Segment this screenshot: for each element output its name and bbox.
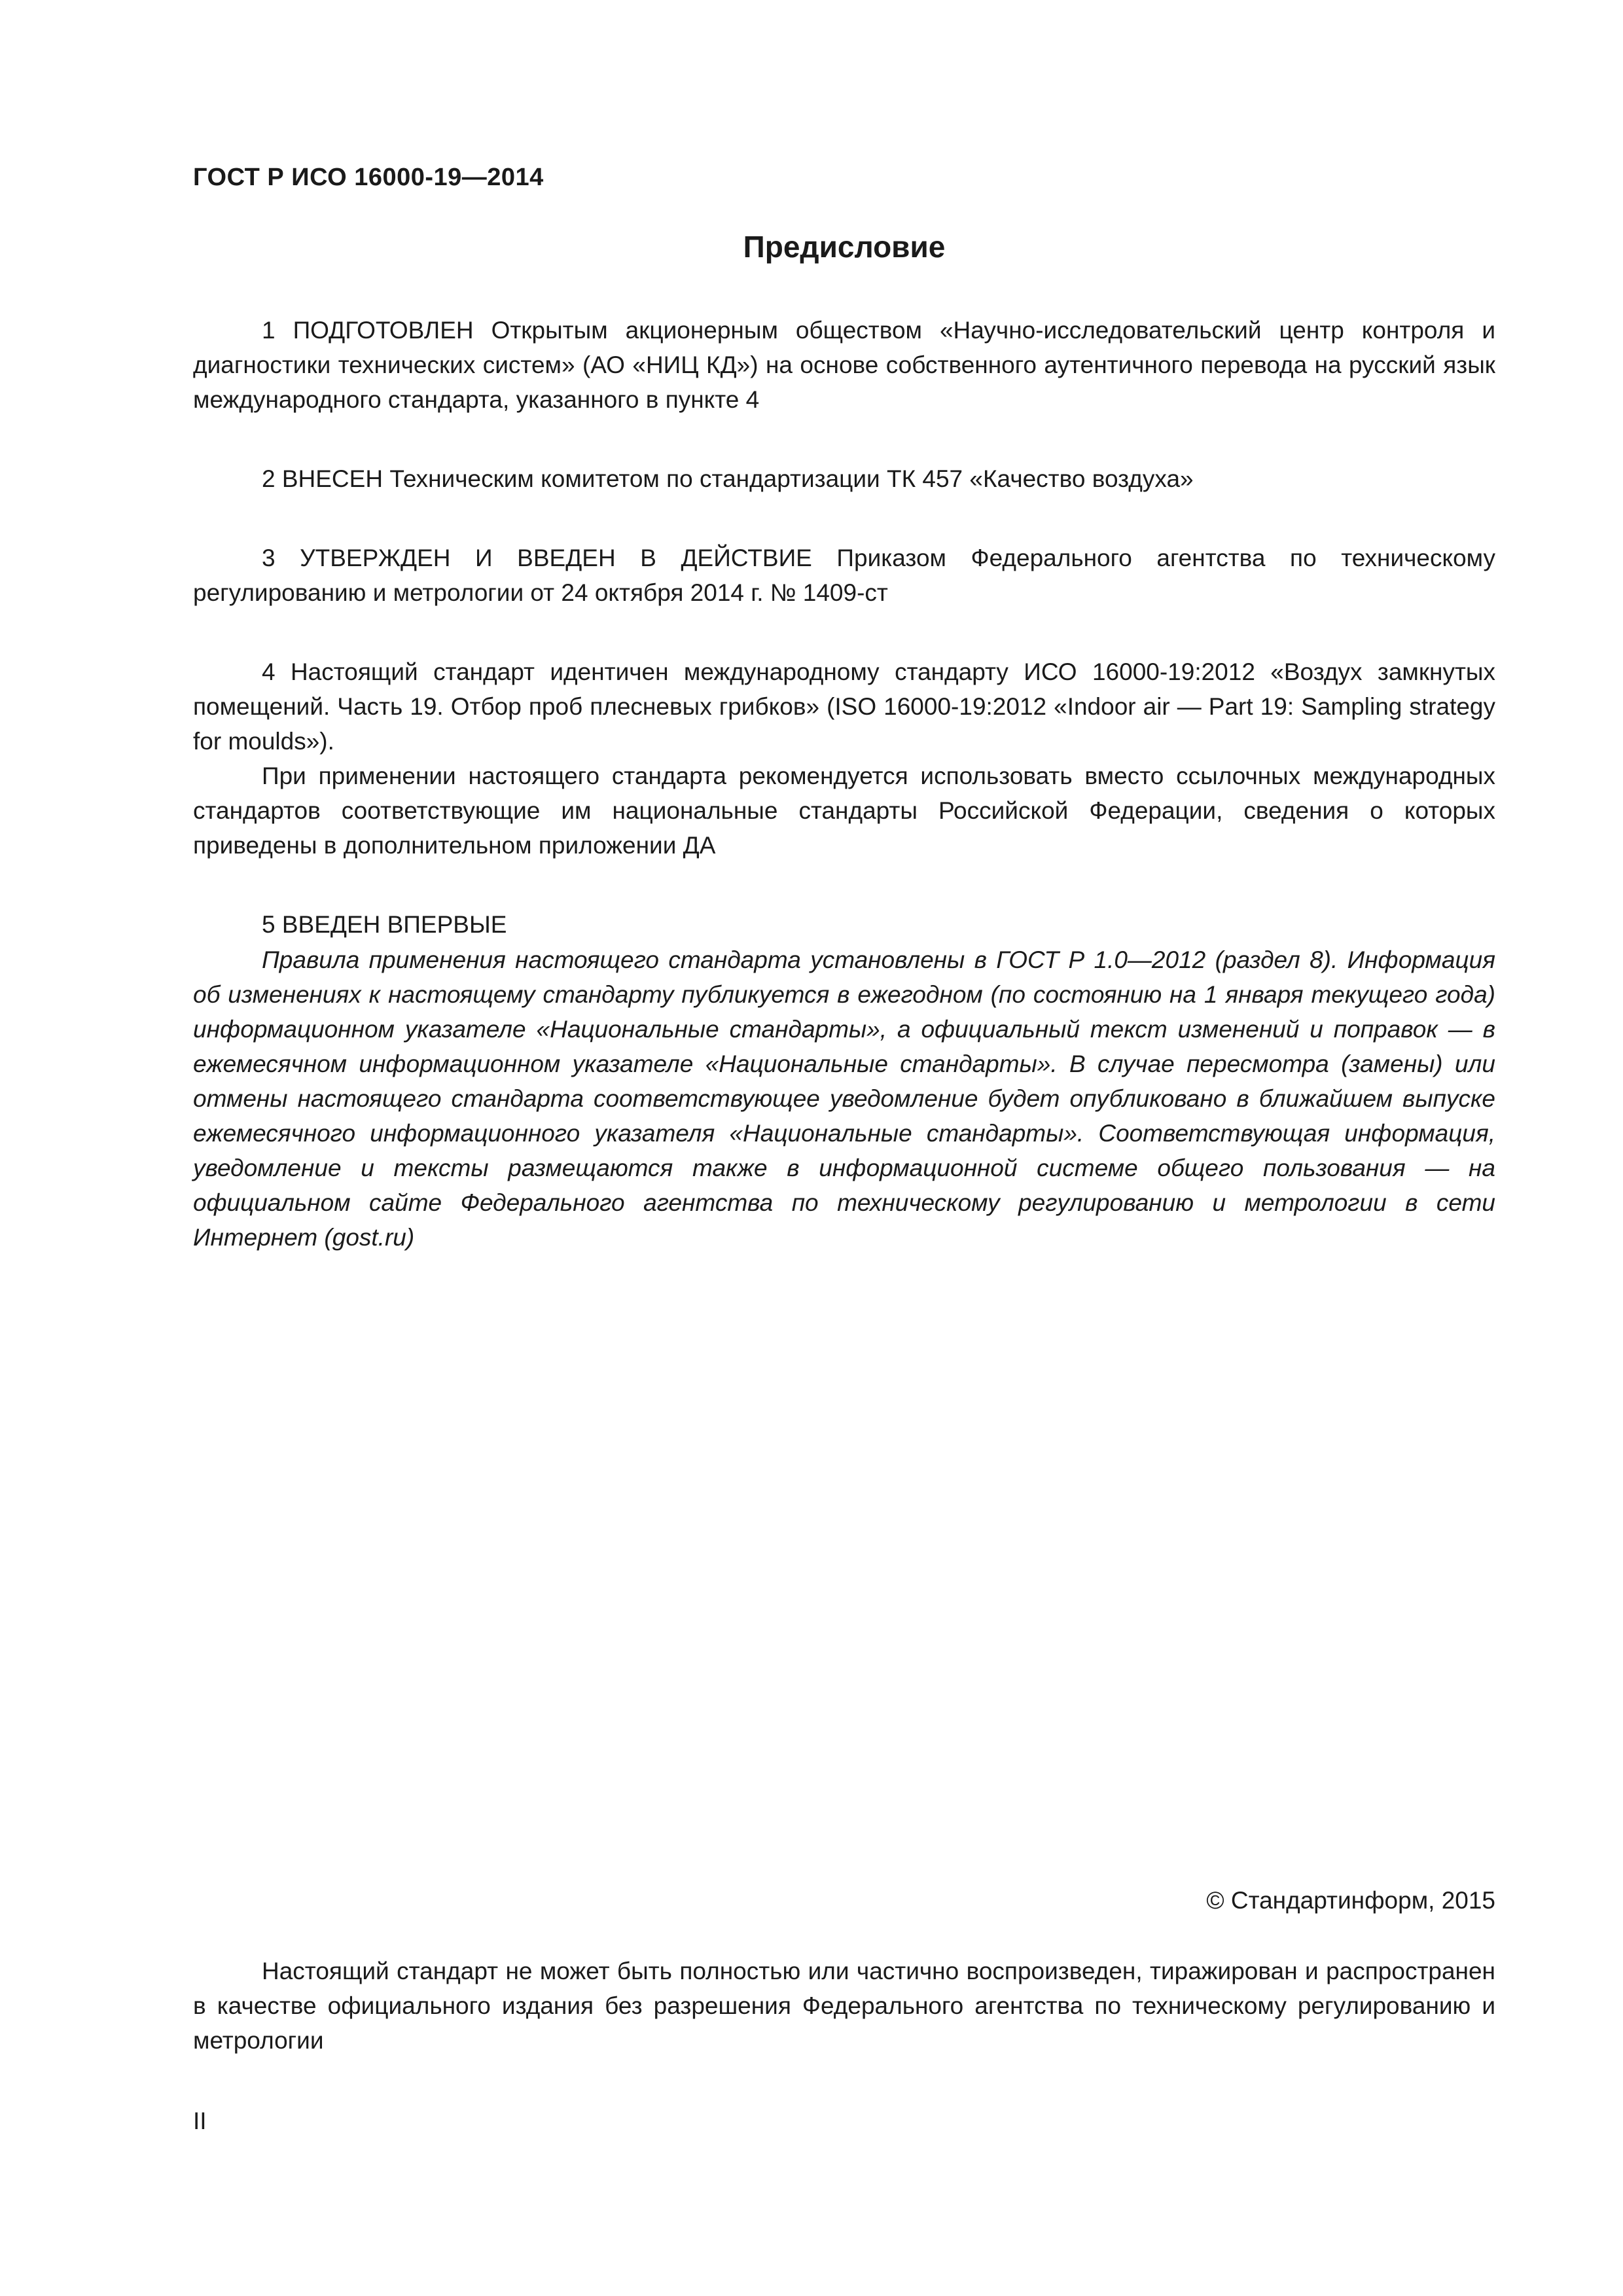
foreword-item-1: 1 ПОДГОТОВЛЕН Открытым акционерным обществом «Научно-исследовательский центр контроля и диагностики технических систем» (АО «НИЦ КД») на основе собственного аутентичного перевода на русский язык международного стандарта, указанного в пункте 4: [193, 317, 1495, 413]
page-number: II: [193, 2108, 207, 2134]
foreword-item-5: 5 ВВЕДЕН ВПЕРВЫЕ: [262, 911, 507, 938]
rules-note-block: [193, 942, 1495, 1255]
rules-note: Правила применения настоящего стандарта установлены в ГОСТ Р 1.0—2012 (раздел 8). Информация об изменениях к настоящему стандарту публикуется в ежегодном (по состоянию на 1 января текущего года) информационном указателе «Национальные стандарты», а официальный текст изменений и поправок — в ежемесячном информационном указателе «Национальные стандарты». В случае пересмотра (замены) или отмены настоящего стандарта соответствующее уведомление будет опубликовано в ближайшем выпуске ежемесячного информационного указателя «Национальные стандарты». Соответствующая информация, уведомление и тексты размещаются также в информационной системе общего пользования — на официальном сайте Федерального агентства по техническому регулированию и метрологии в сети Интернет (gost.ru): [193, 946, 1495, 1251]
foreword-item-4: 4 Настоящий стандарт идентичен международному стандарту ИСО 16000-19:2012 «Воздух замкнутых помещений. Часть 19. Отбор проб плесневых грибков» (ISO 16000-19:2012 «Indoor air — Part 19: Sampling strategy for moulds»).: [193, 658, 1495, 755]
foreword-item-4-continuation: При применении настоящего стандарта рекомендуется использовать вместо ссылочных международных стандартов соответствующие им национальные стандарты Российской Федерации, сведения о которых приведены в дополнительном приложении ДА: [193, 762, 1495, 859]
foreword-item-3: 3 УТВЕРЖДЕН И ВВЕДЕН В ДЕЙСТВИЕ Приказом Федерального агентства по техническому регулированию и метрологии от 24 октября 2014 г. № 1409-ст: [193, 545, 1495, 606]
foreword-items: [193, 313, 1495, 942]
document-code: ГОСТ Р ИСО 16000-19—2014: [193, 164, 544, 191]
page-title: Предисловие: [743, 230, 946, 264]
reproduction-notice-block: [193, 1954, 1495, 2058]
copyright-line: © Стандартинформ, 2015: [1206, 1887, 1495, 1914]
reproduction-notice: Настоящий стандарт не может быть полностью или частично воспроизведен, тиражирован и распространен в качестве официального издания без разрешения Федерального агентства по техническому регулированию и метрологии: [193, 1958, 1495, 2054]
foreword-item-2: 2 ВНЕСЕН Техническим комитетом по стандартизации ТК 457 «Качество воздуха»: [262, 465, 1194, 492]
